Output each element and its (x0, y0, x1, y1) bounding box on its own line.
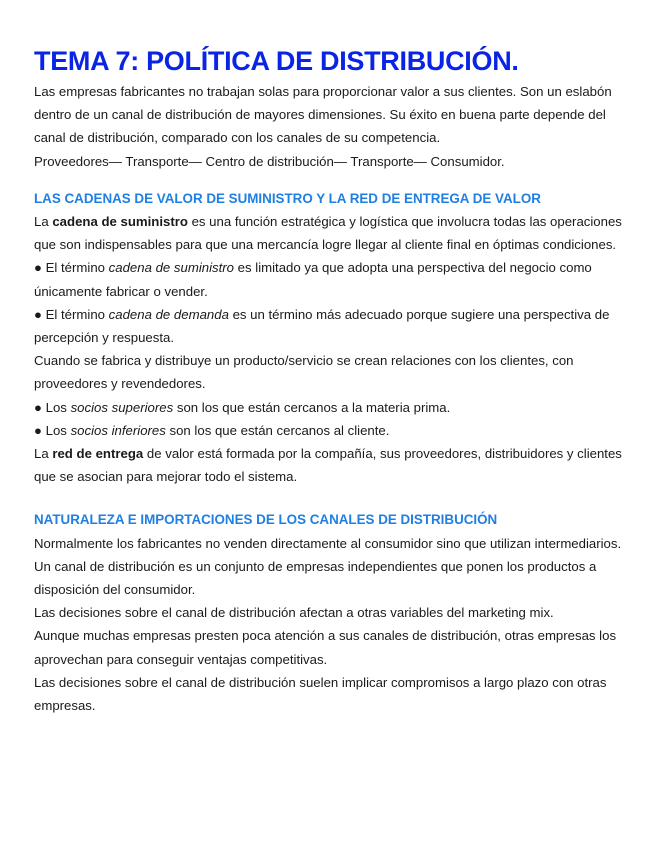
channels-paragraph-2: Un canal de distribución es un conjunto de empresas independientes que ponen los productos a disposición del consumidor. (34, 558, 597, 598)
italic-term: socios inferiores (70, 422, 166, 438)
value-network-term: red de entrega (52, 446, 144, 462)
bullet-upstream-partners: ● Los socios superiores son los que están cercanos a la materia prima. (34, 399, 451, 415)
bullet-downstream-partners: ● Los socios inferiores son los que están cercanos al cliente. (34, 422, 390, 438)
channels-paragraph-1: Normalmente los fabricantes no venden directamente al consumidor sino que utilizan intermediarios. (34, 535, 622, 551)
page-title: TEMA 7: POLÍTICA DE DISTRIBUCIÓN. (34, 46, 519, 76)
section-heading-channels: NATURALEZA E IMPORTACIONES DE LOS CANALES DE DISTRIBUCIÓN (34, 512, 498, 528)
bullet-supply-chain: ● El término cadena de suministro es limitado ya que adopta una perspectiva del negocio como únicamente fabricar o vender. (34, 260, 592, 299)
channels-paragraph-3: Las decisiones sobre el canal de distribución afectan a otras variables del marketing mix. (34, 605, 554, 621)
value-network-paragraph: La red de entrega de valor está formada por la compañía, sus proveedores, distribuidores y clientes que se asocian para mejorar todo el sistema. (34, 446, 622, 485)
channels-paragraph-5: Las decisiones sobre el canal de distribución suelen implicar compromisos a largo plazo con otras empresas. (34, 674, 607, 714)
supply-chain-term: cadena de suministro (52, 214, 188, 230)
channels-paragraph-4: Aunque muchas empresas presten poca atención a sus canales de distribución, otras empresas los aprovechan para conseguir ventajas competitivas. (34, 628, 617, 667)
bullet-demand-chain: ● El término cadena de demanda es un término más adecuado porque sugiere una perspectiva de percepción y respuesta. (34, 306, 610, 346)
italic-term: socios superiores (70, 399, 174, 415)
supply-chain-paragraph: La cadena de suministro es una función estratégica y logística que involucra todas las operaciones que son indispensables para que una mercancía logre llegar al cliente final en óptimas condiciones. (34, 214, 622, 253)
relations-paragraph: Cuando se fabrica y distribuye un producto/servicio se crean relaciones con los clientes, con proveedores y revendedores. (34, 353, 574, 392)
intro-paragraph: Las empresas fabricantes no trabajan solas para proporcionar valor a sus clientes. Son un eslabón dentro de un canal de distribución de mayores dimensiones. Su éxito en buena parte depende del canal de distribución, comparado con los canales de su competencia. (34, 84, 612, 146)
document-page (34, 46, 624, 717)
italic-term: cadena de demanda (108, 306, 229, 322)
distribution-chain: Proveedores— Transporte— Centro de distribución— Transporte— Consumidor. (34, 153, 505, 169)
italic-term: cadena de suministro (108, 260, 235, 276)
section-heading-value-chains: LAS CADENAS DE VALOR DE SUMINISTRO Y LA RED DE ENTREGA DE VALOR (34, 190, 541, 206)
